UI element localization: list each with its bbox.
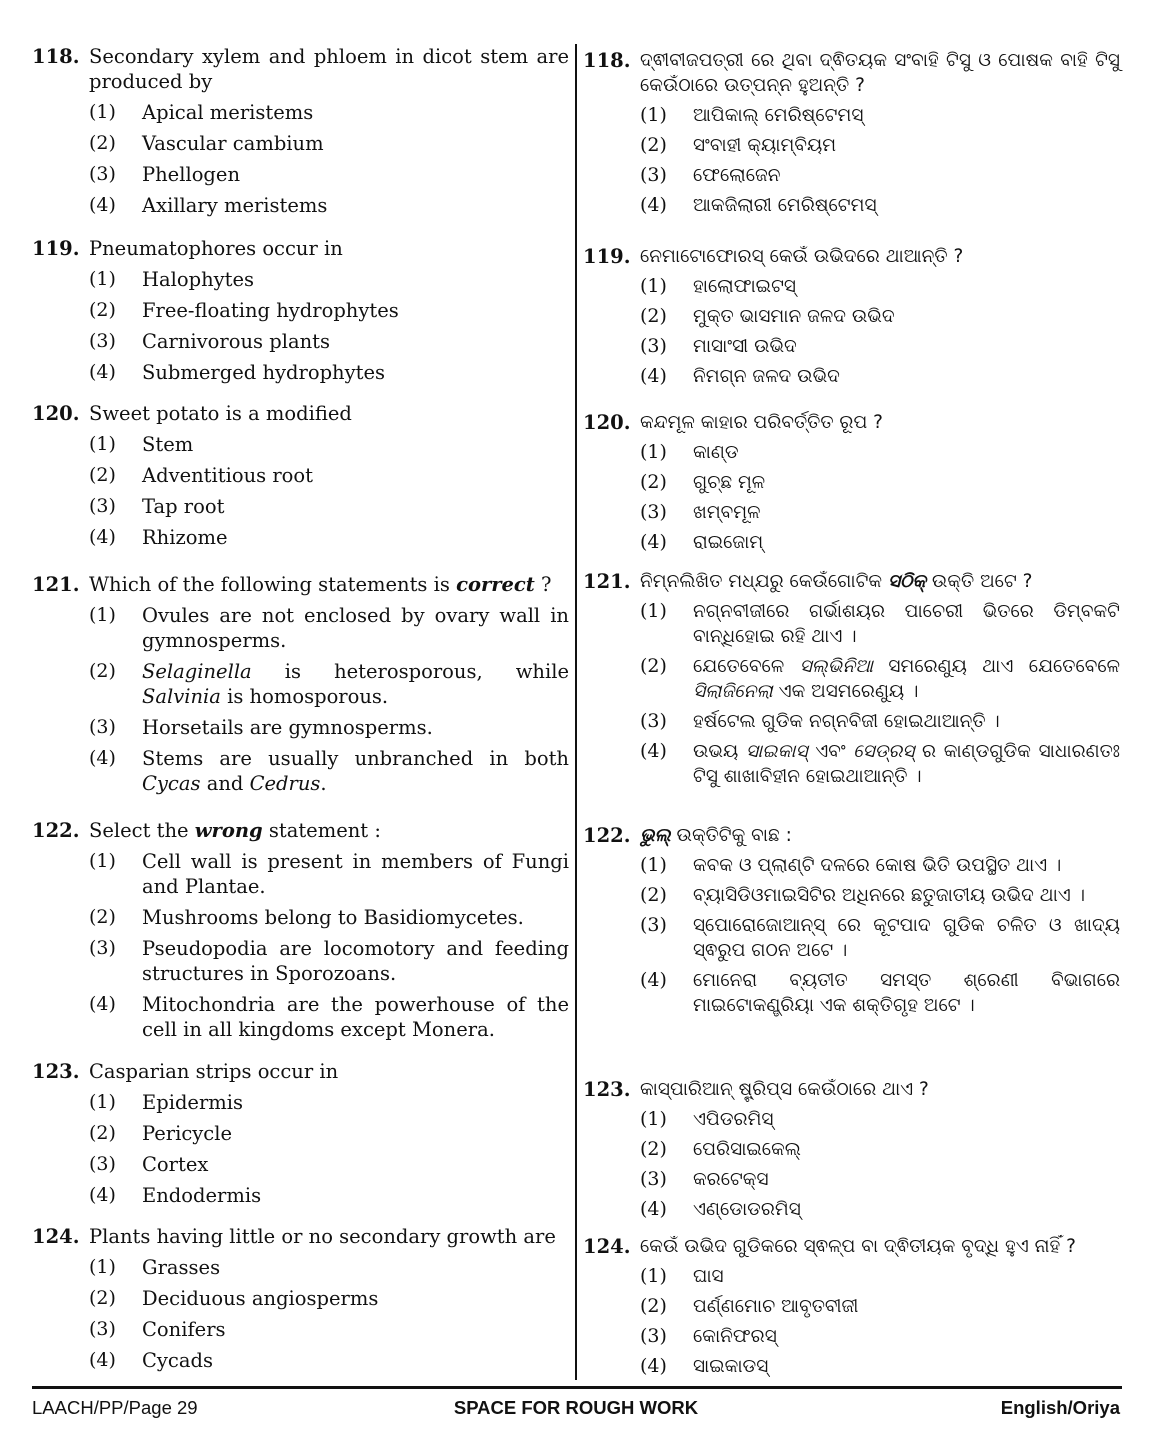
question-119-or: 119. ନେମାଟୋଫୋରସ୍ କେଉଁ ଉଭିଦରେ ଥାଆନ୍ତି ? (1) ହାଲୋଫାଇଟସ୍ (2) ମୁକ୍ତ ଭାସମାନ ଜଳଦ ଉଭିଦ (3) ମାସାଂସୀ ଉଭିଦ (4) ନିମଗ୍ନ ଜଳଦ ଉଭିଦ [583,244,1120,389]
option-2: (2) ପର୍ଣ୍ଣମୋଚ ଆବୃତବୀଜୀ [640,1295,859,1317]
option-4: (4) Axillary meristems [89,194,328,217]
language-label: English/Oriya [1000,1397,1120,1418]
option-1: (1) କାଣ୍ଡ [640,441,739,463]
option-2: (2) Adventitious root [89,464,313,487]
question-119-en: 119. Pneumatophores occur in (1) Halophytes (2) Free-floating hydrophytes (3) Carnivorous plants (4) Submerged hydrophytes [32,236,569,385]
option-3: (3) Carnivorous plants [89,330,330,353]
option-2: (2) Vascular cambium [89,132,324,155]
option-3: (3) ହର୍ଷଟେଲ ଗୁଡିକ ନଗ୍ନବିଜୀ ହୋଇଥାଆନ୍ତି । [640,710,1000,732]
option-1: (1) Halophytes [89,268,255,291]
option-4: (4) ଏଣ୍ଡୋଡରମିସ୍ [640,1198,801,1220]
option-1: (1) Epidermis [89,1091,244,1114]
page-code: LAACH/PP/Page 29 [32,1397,198,1418]
option-4: (4) Rhizome [89,526,228,549]
rough-work-label: SPACE FOR ROUGH WORK [453,1397,699,1418]
question-124-en: 124. Plants having little or no secondary growth are (1) Grasses (2) Deciduous angiosperms (3) Conifers (4) Cycads [32,1224,569,1373]
option-3: (3) କୋନିଫରସ୍ [640,1325,777,1347]
question-123-en: 123. Casparian strips occur in (1) Epidermis (2) Pericycle (3) Cortex (4) Endodermis [32,1059,569,1208]
option-4: (4) Stems are usually unbranched in both Cycas and Cedrus. [89,747,569,795]
option-1: (1) Cell wall is present in members of Fungi and Plantae. [89,850,569,898]
question-120-en: 120. Sweet potato is a modified (1) Stem (2) Adventitious root (3) Tap root (4) Rhizome [32,401,569,550]
option-3: (3) Tap root [89,495,225,518]
option-3: (3) Pseudopodia are locomotory and feeding structures in Sporozoans. [89,937,569,985]
option-4: (4) Endodermis [89,1184,262,1207]
question-121-en: 121. Which of the following statements is correct ? (1) Ovules are not enclosed by ovary wall in gymnosperms. (2) Selaginella is heterosporous, while Salvinia is homosporous. (3) Horsetails are gymnosperms. (4) Stems are usually unbranched in both Cycas and Cedrus. [32,573,569,795]
option-2: (2) ଗୁଚ୍ଛ ମୂଳ [640,471,766,493]
option-4: (4) Mitochondria are the powerhouse of the cell in all kingdoms except Monera. [89,993,569,1041]
option-2: (2) Mushrooms belong to Basidiomycetes. [89,906,524,929]
option-2: (2) Selaginella is heterosporous, while Salvinia is homosporous. [89,660,569,708]
option-1: (1) କବକ ଓ ପ୍ଲାଣ୍ଟି ଦଳରେ କୋଷ ଭିତି ଉପସ୍ଥିତ ଥାଏ । [640,854,1062,876]
footer-rule [32,1386,1122,1389]
option-3: (3) ମାସାଂସୀ ଉଭିଦ [640,335,797,357]
question-122-en: 122. Select the wrong statement : (1) Cell wall is present in members of Fungi and Plantae. (2) Mushrooms belong to Basidiomycetes. (3) Pseudopodia are locomotory and feeding structures in Sporozoans. (4) Mitochondria are the powerhouse of the cell in all kingdoms except Monera. [32,819,569,1041]
option-4: (4) ଉଭୟ ସାଇକାସ୍ ଏବଂ ସେଡ୍ରସ୍ ର କାଣ୍ଡଗୁଡିକ ସାଧାରଣତଃ ଟିସୁ ଶାଖାବିହୀନ ହୋଇଥାଆନ୍ତି । [640,740,1120,787]
option-4: (4) ରାଇଜୋମ୍ [640,531,764,553]
option-3: (3) Phellogen [89,163,241,186]
option-4: (4) Cycads [89,1349,213,1372]
option-3: (3) ଖମ୍ବମୂଳ [640,501,761,523]
option-1: (1) ଘାସ [640,1265,724,1287]
option-2: (2) Pericycle [89,1122,232,1145]
option-2: (2) ପେରିସାଇକେଲ୍ [640,1138,801,1160]
option-3: (3) Conifers [89,1318,226,1341]
option-4: (4) ମୋନେରା ବ୍ୟତୀତ ସମସ୍ତ ଶ୍ରେଣୀ ବିଭାଗରେ ମାଇଟୋକଣ୍ଡ୍ରିୟା ଏକ ଶକ୍ତିଗୃହ ଅଟେ । [640,969,1120,1016]
option-4: (4) ନିମଗ୍ନ ଜଳଦ ଉଭିଦ [640,365,840,387]
option-1: (1) Stem [89,433,194,456]
option-2: (2) ଯେତେବେଳେ ସଲ୍ଭିନିଆ ସମରେଣୁୟ ଥାଏ ଯେତେବେଳେ ସିଲାଜିନେଲା ଏକ ଅସମରେଣୁୟ । [640,655,1120,702]
option-1: (1) ନଗ୍ନବୀଜୀରେ ଗର୍ଭାଶୟର ପାଚେରୀ ଭିତରେ ଡିମ୍ବକଟି ବାନ୍ଧିହୋଇ ରହି ଥାଏ । [640,600,1120,647]
column-divider [575,44,577,1380]
option-1: (1) ହାଲୋଫାଇଟସ୍ [640,275,796,297]
question-text: Secondary xylem and phloem in dicot stem are produced by [89,45,569,93]
option-3: (3) Cortex [89,1153,209,1176]
option-4: (4) ସାଇକାଡସ୍ [640,1355,769,1377]
option-2: (2) Deciduous angiosperms [89,1287,379,1310]
question-118-or: 118. ଦ୍ଵୀବୀଜପତ୍ରୀ ରେ ଥିବା ଦ୍ଵିତୟକ ସଂବାହି ଟିସୁ ଓ ପୋଷକ ବାହି ଟିସୁ କେଉଁଠାରେ ଉତ୍ପନ୍ନ ହୁଅନ୍ତି ? (1) ଆପିକାଲ୍ ମେରିଷ୍ଟେମସ୍ (2) ସଂବାହୀ କ୍ୟାମ୍ବିୟମ (3) ଫେଲୋଜେନ (4) ଆକଜିଲାରୀ ମେରିଷ୍ଟେମସ୍ [583,49,1120,216]
option-1: (1) Apical meristems [89,101,314,124]
option-3: (3) Horsetails are gymnosperms. [89,716,433,739]
question-123-or: 123. କାସ୍ପାରିଆନ୍ ଷ୍ଟ୍ରିପ୍ସ କେଉଁଠାରେ ଥାଏ ? (1) ଏପିଡରମିସ୍ (2) ପେରିସାଇକେଲ୍ (3) କରଟେକ୍ସ (4) ଏଣ୍ଡୋଡରମିସ୍ [583,1077,1120,1222]
question-120-or: 120. କନ୍ଦମୂଳ କାହାର ପରିବର୍ତ୍ତିତ ରୂପ ? (1) କାଣ୍ଡ (2) ଗୁଚ୍ଛ ମୂଳ (3) ଖମ୍ବମୂଳ (4) ରାଇଜୋମ୍ [583,410,1120,555]
option-3: (3) ସ୍ପୋରୋଜୋଆନ୍ସ୍ ରେ କୂଟପାଦ ଗୁଡିକ ଚଳିତ ଓ ଖାଦ୍ୟ ସ୍ଵରୁପ ଗଠନ ଅଟେ । [640,914,1120,961]
question-118-en [32,44,569,218]
option-1: (1) Ovules are not enclosed by ovary wall in gymnosperms. [89,604,569,652]
option-1: (1) ଏପିଡରମିସ୍ [640,1108,774,1130]
option-1: (1) Grasses [89,1256,221,1279]
option-4: (4) Submerged hydrophytes [89,361,386,384]
question-121-or: 121. ନିମ୍ନଲିଖିତ ମଧ୍ଯରୁ କେଉଁଗୋଟିକ ସଠିକ୍ ଉକ୍ତି ଅଟେ ? (1) ନଗ୍ନବୀଜୀରେ ଗର୍ଭାଶୟର ପାଚେରୀ ଭିତରେ ଡିମ୍ବକଟି ବାନ୍ଧିହୋଇ ରହି ଥାଏ । (2) ଯେତେବେଳେ ସଲ୍ଭିନିଆ ସମରେଣୁୟ ଥାଏ ଯେତେବେଳେ ସିଲାଜିନେଲା ଏକ ଅସମରେଣୁୟ । (3) ହର୍ଷଟେଲ ଗୁଡିକ ନଗ୍ନବିଜୀ ହୋଇଥାଆନ୍ତି । (4) ଉଭୟ ସାଇକାସ୍ ଏବଂ ସେଡ୍ରସ୍ ର କାଣ୍ଡଗୁଡିକ ସାଧାରଣତଃ ଟିସୁ ଶାଖାବିହୀନ ହୋଇଥାଆନ୍ତି । [583,570,1120,787]
option-3: (3) କରଟେକ୍ସ [640,1168,769,1190]
option-2: (2) ସଂବାହୀ କ୍ୟାମ୍ବିୟମ [640,134,837,156]
option-4: (4) ଆକଜିଲାରୀ ମେରିଷ୍ଟେମସ୍ [640,194,877,216]
option-2: (2) ବ୍ୟାସିଡିଓମାଇସିଟିର ଅଧିନରେ ଛତୁଜାତୀୟ ଉଭିଦ ଥାଏ । [640,884,1086,906]
question-124-or: 124. କେଉଁ ଉଭିଦ ଗୁଡିକରେ ସ୍ଵଳ୍ପ ବା ଦ୍ଵିତୀୟକ ବୃଦ୍ଧି ହୁଏ ନାହିଁ ? (1) ଘାସ (2) ପର୍ଣ୍ଣମୋଚ ଆବୃତବୀଜୀ (3) କୋନିଫରସ୍ (4) ସାଇକାଡସ୍ [583,1234,1120,1379]
question-122-or: 122. ଭୁଲ୍ ଉକ୍ତିଟିକୁ ବାଛ : (1) କବକ ଓ ପ୍ଲାଣ୍ଟି ଦଳରେ କୋଷ ଭିତି ଉପସ୍ଥିତ ଥାଏ । (2) ବ୍ୟାସିଡିଓମାଇସିଟିର ଅଧିନରେ ଛତୁଜାତୀୟ ଉଭିଦ ଥାଏ । (3) ସ୍ପୋରୋଜୋଆନ୍ସ୍ ରେ କୂଟପାଦ ଗୁଡିକ ଚଳିତ ଓ ଖାଦ୍ୟ ସ୍ଵରୁପ ଗଠନ ଅଟେ । (4) ମୋନେରା ବ୍ୟତୀତ ସମସ୍ତ ଶ୍ରେଣୀ ବିଭାଗରେ ମାଇଟୋକଣ୍ଡ୍ରିୟା ଏକ ଶକ୍ତିଗୃହ ଅଟେ । [583,824,1120,1016]
question-number: 118. [32,45,80,68]
option-2: (2) Free-floating hydrophytes [89,299,399,322]
option-3: (3) ଫେଲୋଜେନ [640,164,781,186]
option-2: (2) ମୁକ୍ତ ଭାସମାନ ଜଳଦ ଉଭିଦ [640,305,895,327]
option-1: (1) ଆପିକାଲ୍ ମେରିଷ୍ଟେମସ୍ [640,104,864,126]
